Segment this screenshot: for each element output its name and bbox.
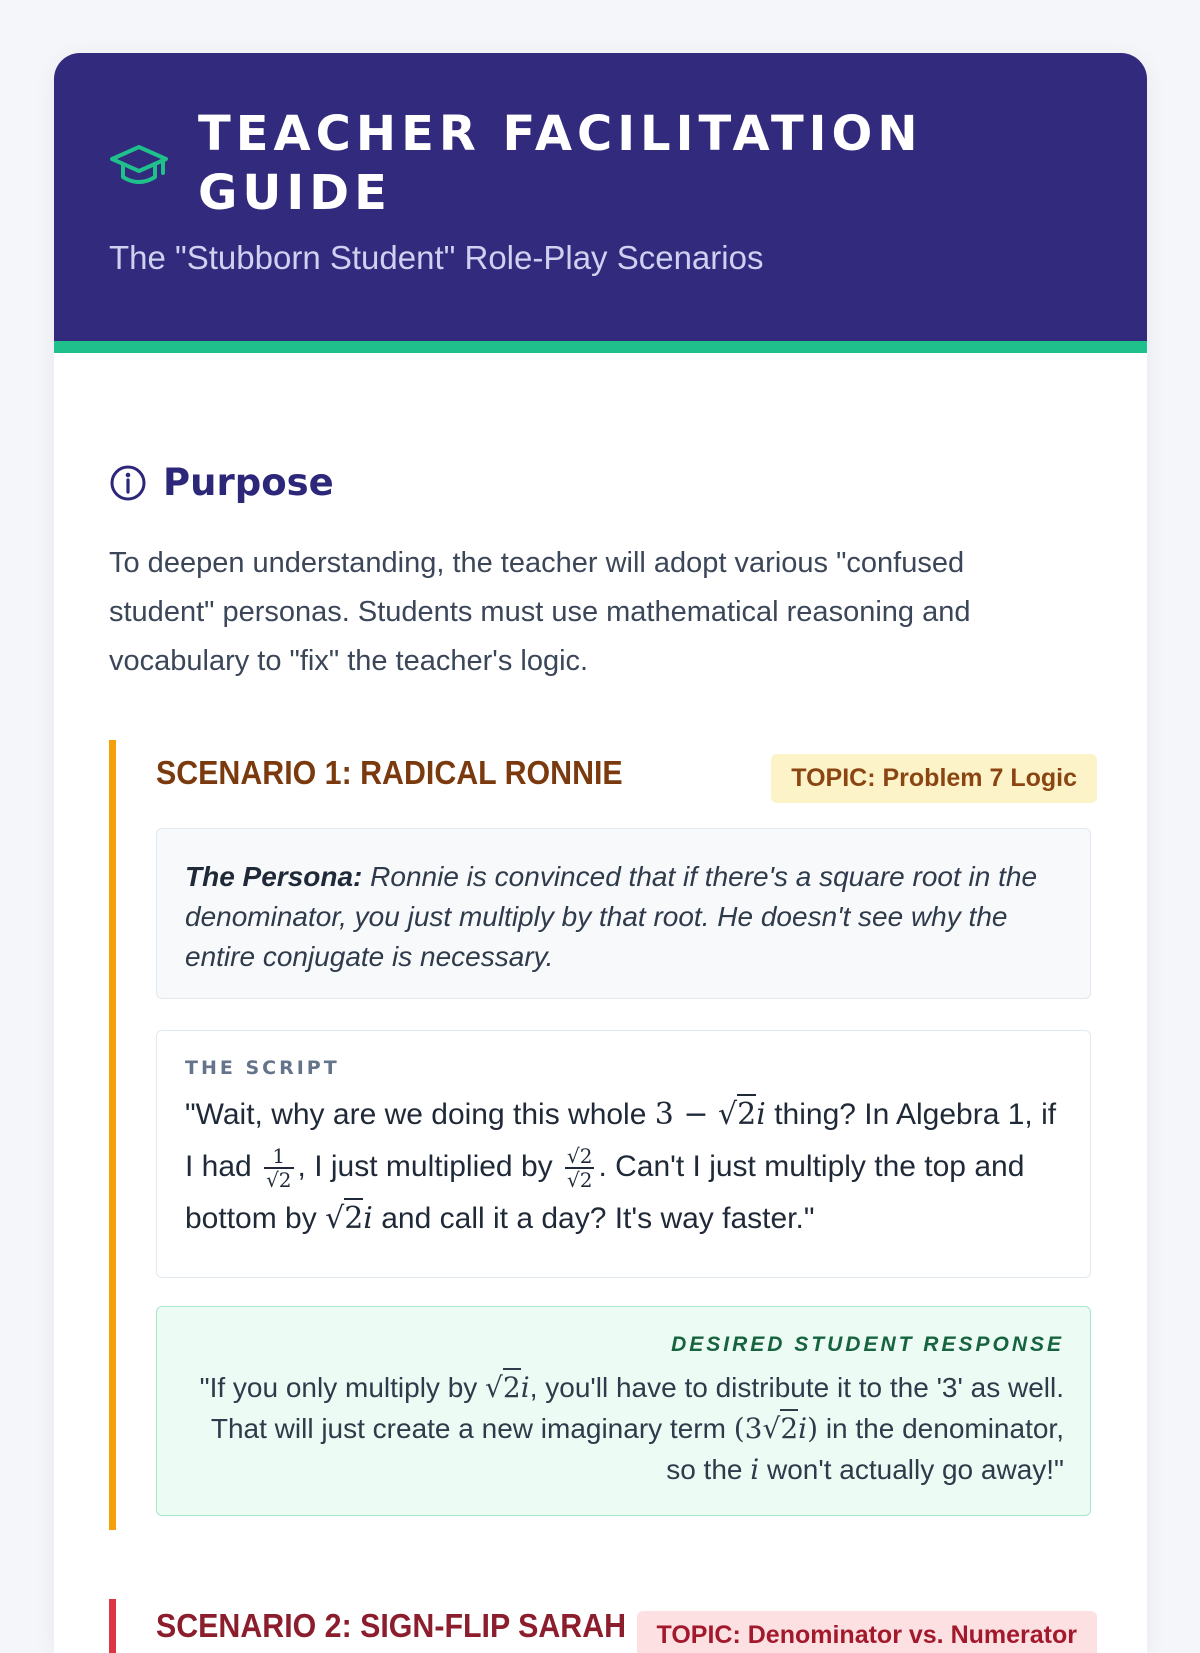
response-text-part: in the denominator, so the: [666, 1413, 1064, 1485]
script-text-part: . Can't I just multiply the top and bottom by: [185, 1150, 1025, 1235]
info-icon: [109, 464, 147, 502]
script-text: [185, 1089, 1062, 1245]
guide-card: [54, 53, 1147, 1653]
persona-label: The Persona:: [185, 861, 363, 892]
scenario-card: [109, 740, 1097, 1530]
math-expression: 3 − √2i: [655, 1094, 766, 1132]
graduation-cap-icon: [109, 143, 169, 187]
persona-box: [156, 828, 1091, 999]
response-label: DESIRED STUDENT RESPONSE: [671, 1333, 1064, 1356]
script-label: THE SCRIPT: [185, 1057, 340, 1079]
math-expression: i: [750, 1453, 760, 1486]
script-text-part: , I just multiplied by: [297, 1150, 561, 1183]
math-expression: √2i: [325, 1198, 373, 1236]
fraction-one-over-root-two: $\frac{1}{√2}$: [266, 1144, 292, 1193]
guide-header: [54, 53, 1147, 353]
script-text-part: "Wait, why are we doing this whole: [185, 1098, 655, 1131]
scenario-title: SCENARIO 1: RADICAL RONNIE: [156, 754, 623, 791]
persona-text: Ronnie is convinced that if there's a square root in the denominator, you just multiply by that root. He doesn't see why the entire conjugate is necessary.: [185, 861, 1038, 972]
math-expression: (3√2i): [734, 1409, 818, 1445]
topic-badge: TOPIC: Problem 7 Logic: [771, 754, 1097, 803]
topic-badge: TOPIC: Denominator vs. Numerator: [637, 1611, 1097, 1653]
page-subtitle: The "Stubborn Student" Role-Play Scenarios: [109, 239, 764, 276]
scenario-title: SCENARIO 2: SIGN-FLIP SARAH: [156, 1607, 627, 1644]
purpose-text: To deepen understanding, the teacher will adopt various "confused student" personas. Students must use mathematical reasoning and vocabulary to "fix" the teacher's logic.: [109, 547, 971, 677]
fraction-root-two-over-root-two: $\frac{√2}{√2}$: [566, 1144, 593, 1193]
page-title: TEACHER FACILITATION GUIDE: [198, 106, 923, 221]
response-text-part: , you'll have to distribute it to the '3' as well. That will just create a new imaginary term: [210, 1372, 1064, 1444]
script-text-part: thing? In Algebra 1, if I had: [185, 1098, 1057, 1183]
response-text-part: won't actually go away!": [759, 1454, 1064, 1485]
response-text: [183, 1367, 1064, 1490]
script-text-part: and call it a day? It's way faster.": [372, 1202, 815, 1235]
math-expression: √2i: [485, 1368, 530, 1404]
scenario-card: [109, 1599, 1097, 1653]
response-box: [156, 1306, 1091, 1516]
purpose-title: Purpose: [163, 461, 334, 504]
response-text-part: "If you only multiply by: [199, 1372, 486, 1403]
purpose-header: [109, 461, 334, 504]
script-box: [156, 1030, 1091, 1278]
